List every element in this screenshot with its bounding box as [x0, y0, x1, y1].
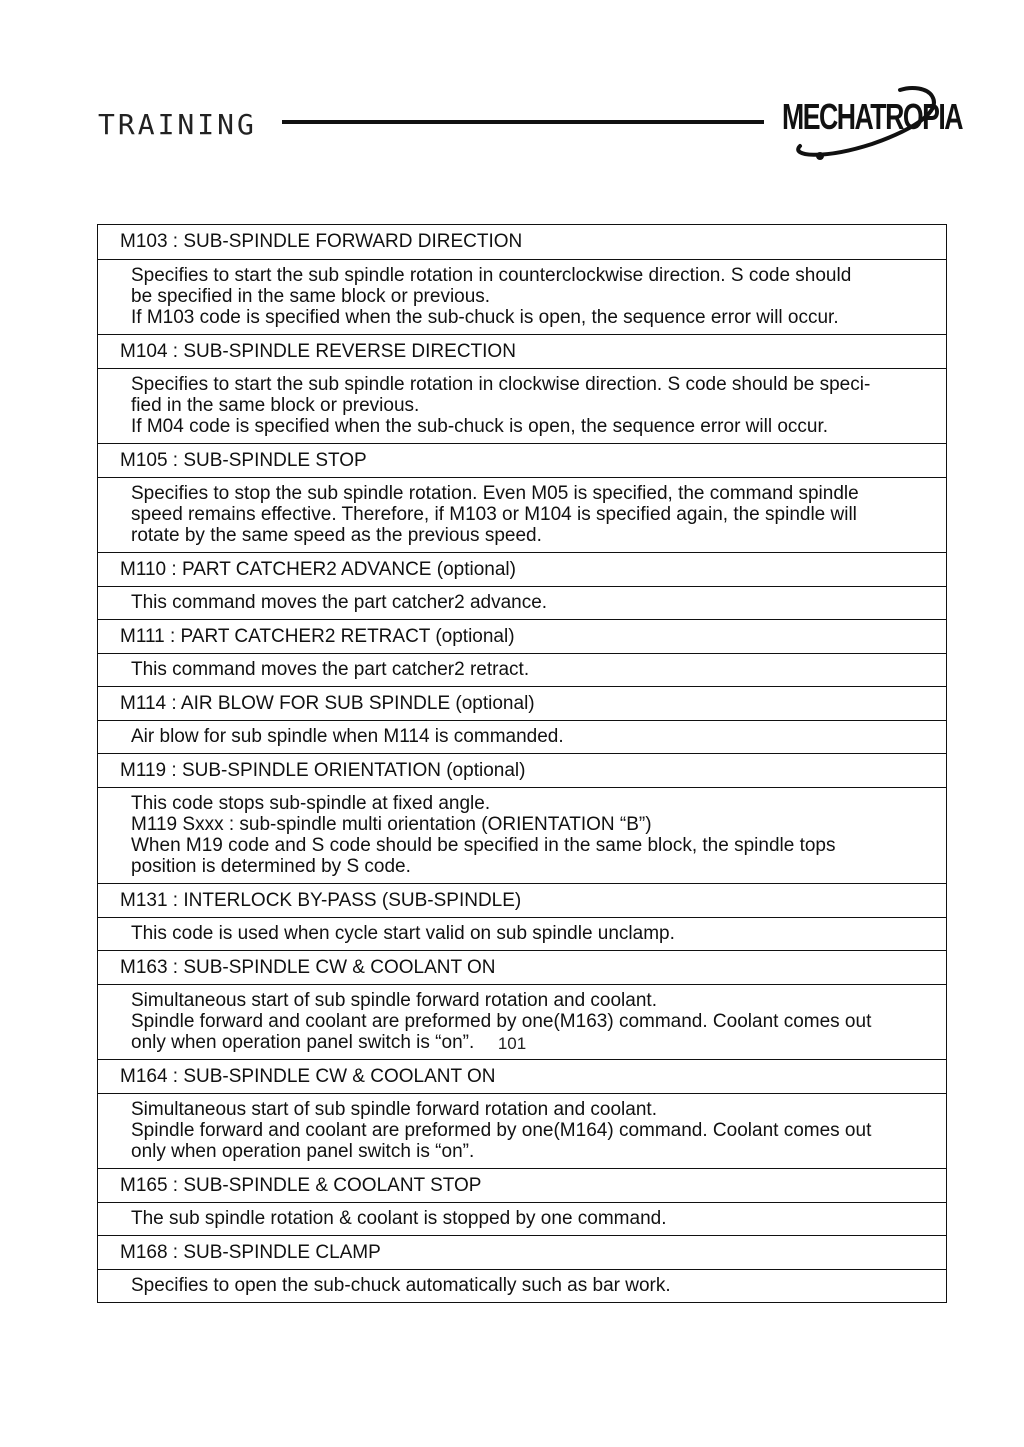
description-line: M119 Sxxx : sub-spindle multi orientation (ORIENTATION “B”): [131, 814, 652, 835]
logo-text: MECHATROPIA: [782, 96, 963, 137]
description-line: The sub spindle rotation & coolant is stopped by one command.: [131, 1208, 667, 1229]
description-line: Specifies to open the sub-chuck automatically such as bar work.: [131, 1275, 671, 1296]
code-heading: M119 : SUB-SPINDLE ORIENTATION (optional): [98, 753, 946, 787]
description-line: Simultaneous start of sub spindle forward rotation and coolant.: [131, 1099, 657, 1120]
code-description: [98, 586, 946, 619]
code-heading: M163 : SUB-SPINDLE CW & COOLANT ON: [98, 950, 946, 984]
description-line: only when operation panel switch is “on”.: [131, 1141, 475, 1162]
code-description: [98, 1093, 946, 1168]
code-heading: M111 : PART CATCHER2 RETRACT (optional): [98, 619, 946, 653]
header-divider: [282, 120, 764, 124]
code-heading: M114 : AIR BLOW FOR SUB SPINDLE (optional): [98, 686, 946, 720]
code-heading: M131 : INTERLOCK BY-PASS (SUB-SPINDLE): [98, 883, 946, 917]
code-description: [98, 259, 946, 334]
description-line: only when operation panel switch is “on”.: [131, 1032, 475, 1053]
code-heading: M103 : SUB-SPINDLE FORWARD DIRECTION: [120, 231, 523, 252]
code-description: [98, 653, 946, 686]
description-line: Specifies to stop the sub spindle rotation. Even M05 is specified, the command spindle: [131, 483, 859, 504]
page-number: 101: [497, 1034, 527, 1053]
code-description: [98, 1202, 946, 1235]
description-line: fied in the same block or previous.: [131, 395, 420, 416]
description-line: Spindle forward and coolant are preformed by one(M164) command. Coolant comes out: [131, 1120, 872, 1141]
m-code-table: [97, 224, 947, 1303]
code-description: [98, 368, 946, 443]
description-line: This command moves the part catcher2 advance.: [131, 592, 548, 613]
description-line: Spindle forward and coolant are preformed by one(M163) command. Coolant comes out: [131, 1011, 872, 1032]
description-line: be specified in the same block or previous.: [131, 286, 491, 307]
code-heading: M105 : SUB-SPINDLE STOP: [98, 443, 946, 477]
description-line: This code is used when cycle start valid on sub spindle unclamp.: [131, 923, 675, 944]
code-description: [98, 917, 946, 950]
description-line: position is determined by S code.: [131, 856, 411, 877]
description-line: This code stops sub-spindle at fixed angle.: [131, 793, 491, 814]
description-line: If M04 code is specified when the sub-chuck is open, the sequence error will occur.: [131, 416, 829, 437]
code-description: [98, 477, 946, 552]
description-line: Specifies to start the sub spindle rotation in counterclockwise direction. S code should: [131, 265, 852, 286]
description-line: speed remains effective. Therefore, if M103 or M104 is specified again, the spindle will: [131, 504, 857, 525]
description-line: Air blow for sub spindle when M114 is commanded.: [131, 726, 564, 747]
code-heading: M110 : PART CATCHER2 ADVANCE (optional): [98, 552, 946, 586]
description-line: If M103 code is specified when the sub-chuck is open, the sequence error will occur.: [131, 307, 839, 328]
code-heading: M104 : SUB-SPINDLE REVERSE DIRECTION: [98, 334, 946, 368]
description-line: This command moves the part catcher2 retract.: [131, 659, 530, 680]
code-heading: M168 : SUB-SPINDLE CLAMP: [98, 1235, 946, 1269]
description-line: rotate by the same speed as the previous speed.: [131, 525, 542, 546]
code-description: [98, 1269, 946, 1302]
page-title: TRAINING: [98, 108, 257, 141]
code-heading: M164 : SUB-SPINDLE CW & COOLANT ON: [98, 1059, 946, 1093]
code-description: [98, 720, 946, 753]
description-line: When M19 code and S code should be specified in the same block, the spindle tops: [131, 835, 836, 856]
code-heading: M165 : SUB-SPINDLE & COOLANT STOP: [98, 1168, 946, 1202]
description-line: Simultaneous start of sub spindle forward rotation and coolant.: [131, 990, 657, 1011]
mechatropia-logo: [782, 84, 963, 166]
description-line: Specifies to start the sub spindle rotation in clockwise direction. S code should be speci-: [131, 374, 871, 395]
code-description: [98, 787, 946, 883]
